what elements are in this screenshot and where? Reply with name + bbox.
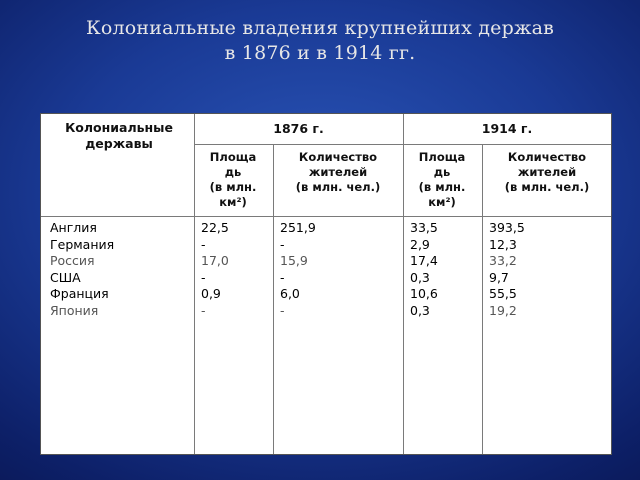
cell-population-1914: 33,2	[489, 253, 517, 268]
slide-title	[0, 16, 640, 66]
cell-area-1876: -	[201, 269, 206, 285]
header-population-1876: Количество жителей (в млн. чел.)	[295, 150, 381, 194]
cell-population-1876: 251,9	[280, 220, 316, 235]
cell-population-1914: 393,5	[489, 220, 525, 235]
cell-population-1914: 55,5	[489, 286, 517, 301]
cell-population-1914: 9,7	[489, 269, 509, 285]
cell-area-1914: 0,3	[410, 302, 430, 318]
cell-country: Франция	[50, 286, 109, 301]
table-divider	[194, 114, 195, 454]
table-divider	[273, 145, 274, 454]
table-divider	[403, 114, 404, 454]
header-year-1914: 1914 г.	[481, 121, 533, 136]
slide-title-line-1: Колониальные владения крупнейших держав	[85, 17, 555, 39]
column-area-1876	[201, 220, 229, 319]
table-divider	[194, 144, 611, 145]
cell-area-1876: 22,5	[201, 220, 229, 235]
cell-country: Япония	[50, 302, 99, 318]
header-powers: Колониальные державы	[65, 120, 173, 151]
cell-country: Германия	[50, 236, 115, 252]
header-area-1876: Площа дь (в млн. км²)	[209, 150, 257, 209]
cell-area-1914: 33,5	[410, 220, 438, 235]
header-area-1914: Площа дь (в млн. км²)	[418, 150, 466, 209]
column-area-1914	[410, 220, 438, 319]
cell-area-1876: -	[201, 302, 206, 318]
cell-population-1876: -	[280, 302, 285, 318]
cell-population-1914: 12,3	[489, 236, 517, 252]
header-year-1876: 1876 г.	[273, 121, 324, 136]
cell-country: Россия	[50, 253, 95, 268]
table-divider	[41, 216, 611, 217]
slide-title-line-2: в 1876 и в 1914 гг.	[224, 42, 416, 64]
cell-population-1876: 15,9	[280, 253, 308, 268]
cell-area-1914: 10,6	[410, 286, 438, 301]
cell-population-1876: -	[280, 269, 285, 285]
cell-area-1876: -	[201, 236, 206, 252]
cell-area-1914: 17,4	[410, 253, 438, 268]
cell-area-1876: 0,9	[201, 286, 221, 301]
cell-country: Англия	[50, 220, 97, 235]
cell-area-1914: 0,3	[410, 269, 430, 285]
header-population-1914: Количество жителей (в млн. чел.)	[504, 150, 590, 194]
cell-area-1914: 2,9	[410, 236, 430, 252]
cell-population-1876: -	[280, 236, 285, 252]
colonial-possessions-table	[40, 113, 612, 455]
cell-country: США	[50, 269, 81, 285]
cell-population-1876: 6,0	[280, 286, 300, 301]
cell-population-1914: 19,2	[489, 302, 517, 318]
table-divider	[482, 145, 483, 454]
cell-area-1876: 17,0	[201, 253, 229, 268]
column-population-1876	[280, 220, 316, 319]
column-country	[50, 220, 114, 319]
column-population-1914	[489, 220, 525, 319]
